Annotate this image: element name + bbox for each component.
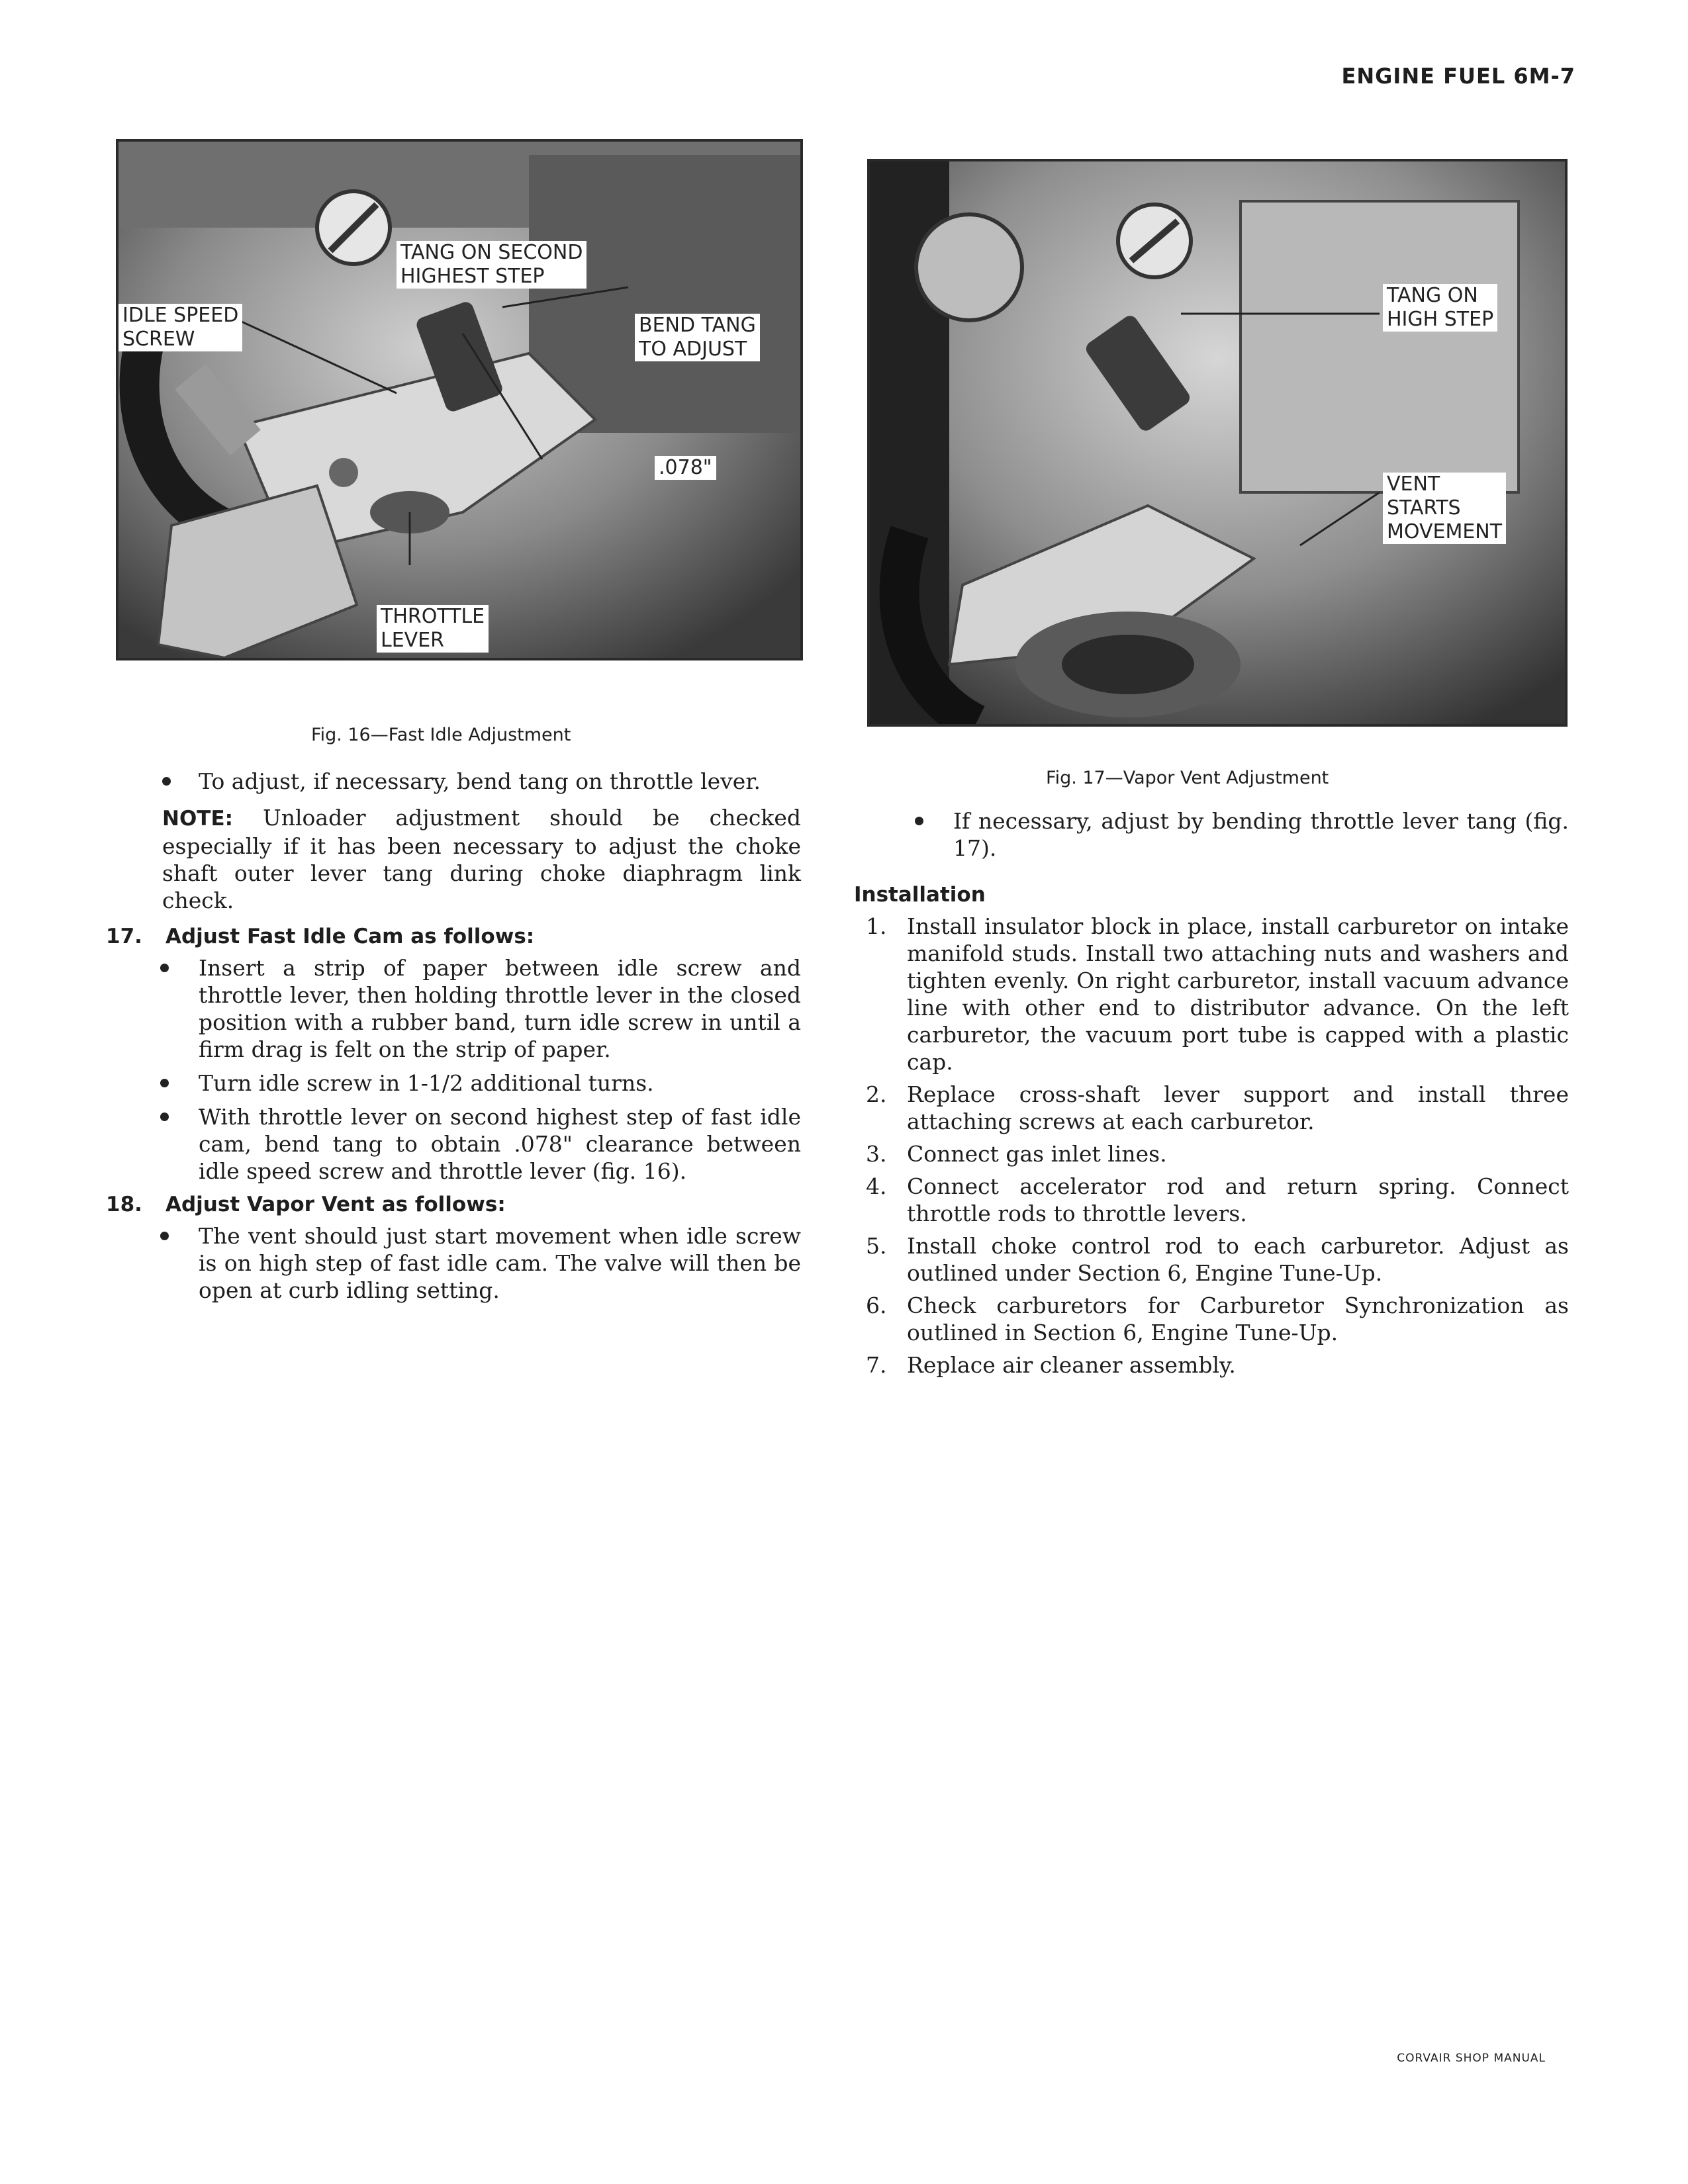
item-text: Connect accelerator rod and return spring. Connect throttle rods to throttle levers. — [907, 1173, 1569, 1226]
step-17-number: 17. — [106, 925, 142, 948]
step-17-item — [99, 1103, 801, 1185]
item-number: 2. — [866, 1081, 887, 1107]
item-number: 6. — [866, 1293, 887, 1318]
step-17-item-text: Turn idle screw in 1-1/2 additional turns. — [199, 1070, 654, 1096]
label-tang-high-step — [1383, 284, 1497, 332]
bullet-dot — [160, 1232, 169, 1240]
item-number: 1. — [866, 913, 887, 939]
installation-item — [854, 1140, 1569, 1167]
label-clearance-text: .078" — [659, 456, 712, 479]
figure-16-caption: Fig. 16—Fast Idle Adjustment — [311, 725, 571, 745]
item-number: 4. — [866, 1173, 887, 1199]
step-17-heading — [99, 923, 801, 950]
step-18-number: 18. — [106, 1193, 142, 1216]
installation-item — [854, 1232, 1569, 1287]
page-header: ENGINE FUEL 6M-7 — [1341, 64, 1575, 89]
bullet-dot — [162, 777, 171, 786]
figure-17-caption: Fig. 17—Vapor Vent Adjustment — [1046, 768, 1329, 788]
label-vent-starts-movement — [1383, 473, 1506, 544]
item-text: Replace air cleaner assembly. — [907, 1352, 1236, 1378]
step-17-item-text: With throttle lever on second highest step of fast idle cam, bend tang to obtain .078" clearance between idle speed screw and throttle lever (fig. 16). — [199, 1104, 801, 1184]
step-18-title: Adjust Vapor Vent as follows: — [165, 1193, 506, 1216]
installation-item — [854, 1351, 1569, 1379]
note-label: NOTE: — [162, 807, 234, 831]
label-tang-high-step-text: TANG ON HIGH STEP — [1387, 284, 1494, 331]
item-text: Install choke control rod to each carburetor. Adjust as outlined under Section 6, Engine Tune-Up. — [907, 1233, 1569, 1286]
note-paragraph — [162, 804, 801, 914]
step-18-item — [99, 1222, 801, 1304]
installation-item — [854, 1173, 1569, 1227]
installation-item — [854, 1081, 1569, 1135]
bullet-adjust-tang — [99, 768, 801, 795]
label-idle-speed-screw — [118, 304, 242, 351]
label-idle-speed-screw-text: IDLE SPEED SCREW — [122, 304, 239, 351]
step-17-item — [99, 1069, 801, 1097]
step-17-item — [99, 954, 801, 1063]
right-column — [854, 807, 1569, 1384]
installation-item — [854, 1292, 1569, 1346]
item-text: Install insulator block in place, install carburetor on intake manifold studs. Install two attaching nuts and washers and tighten evenly. On right carburetor, install vacuum advance line with other end to distributor advance. On the left carburetor, the vacuum port tube is capped with a plastic cap. — [907, 913, 1569, 1075]
installation-heading: Installation — [854, 883, 986, 907]
label-tang-second-step-text: TANG ON SECOND HIGHEST STEP — [400, 241, 583, 288]
figure-17-photo — [867, 159, 1568, 727]
item-number: 5. — [866, 1233, 887, 1259]
label-throttle-lever-text: THROTTLE LEVER — [381, 605, 485, 652]
carburetor-photo-fast-idle — [118, 142, 800, 658]
item-text: Check carburetors for Carburetor Synchronization as outlined in Section 6, Engine Tune-Up. — [907, 1293, 1569, 1345]
bullet-dot — [160, 1079, 169, 1087]
item-number: 3. — [866, 1141, 887, 1167]
label-clearance — [655, 456, 716, 480]
carburetor-photo-vapor-vent — [870, 161, 1565, 724]
installation-item — [854, 913, 1569, 1075]
left-column — [99, 768, 801, 1310]
label-vent-starts-movement-text: VENT STARTS MOVEMENT — [1387, 473, 1503, 543]
bullet-dot — [160, 964, 169, 972]
step-18-item-text: The vent should just start movement when idle screw is on high step of fast idle cam. The valve will then be open at curb idling setting. — [199, 1223, 801, 1303]
bullet-dot — [160, 1113, 169, 1121]
item-number: 7. — [866, 1352, 887, 1378]
label-throttle-lever — [377, 605, 489, 653]
step-17-item-text: Insert a strip of paper between idle screw and throttle lever, then holding throttle lever in the closed position with a rubber band, turn idle screw in until a firm drag is felt on the strip of paper. — [199, 955, 801, 1062]
label-bend-tang-text: BEND TANG TO ADJUST — [639, 314, 756, 361]
item-text: Connect gas inlet lines. — [907, 1141, 1167, 1167]
item-text: Replace cross-shaft lever support and install three attaching screws at each carburetor. — [907, 1081, 1569, 1134]
page-footer: CORVAIR SHOP MANUAL — [1397, 2052, 1546, 2065]
step-18-heading — [99, 1191, 801, 1218]
label-bend-tang — [635, 314, 760, 361]
note-text: Unloader adjustment should be checked especially if it has been necessary to adjust the choke shaft outer lever tang during choke diaphragm link check. — [162, 805, 801, 913]
label-tang-second-step — [397, 241, 586, 289]
figure-16-photo — [116, 139, 803, 660]
bullet-bend-throttle-tang — [854, 807, 1569, 862]
bullet-text: To adjust, if necessary, bend tang on throttle lever. — [199, 768, 761, 794]
bullet-dot — [915, 817, 923, 825]
bullet-text: If necessary, adjust by bending throttle lever tang (fig. 17). — [953, 808, 1569, 861]
step-17-title: Adjust Fast Idle Cam as follows: — [165, 925, 535, 948]
